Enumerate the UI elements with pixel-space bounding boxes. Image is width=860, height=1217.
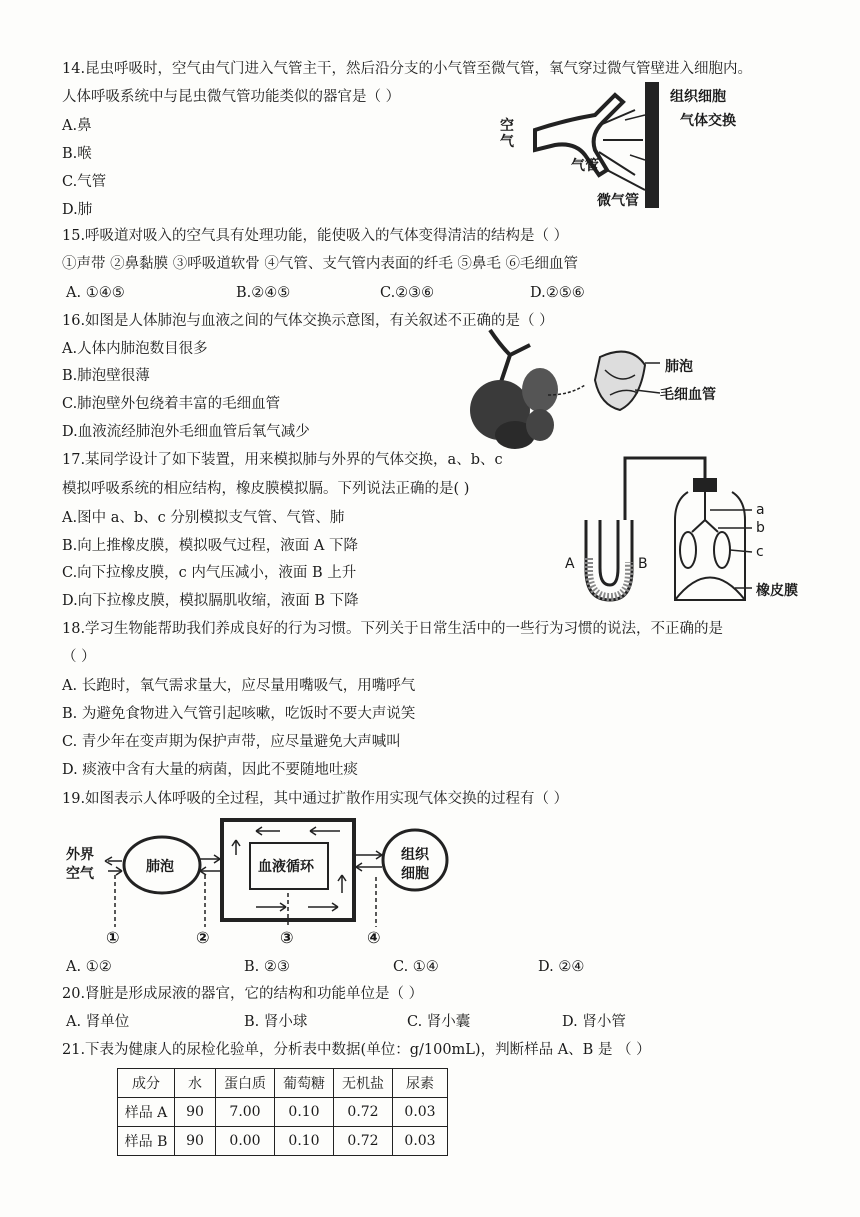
label-trachea: 气管 bbox=[571, 158, 599, 174]
q20-option-b: B. 肾小球 bbox=[244, 1014, 308, 1030]
urine-test-table bbox=[117, 1068, 448, 1156]
q19-option-d: D. ②④ bbox=[538, 959, 585, 975]
q15-items: ①声带 ②鼻黏膜 ③呼吸道软骨 ④气管、支气管内表面的纤毛 ⑤鼻毛 ⑥毛细血管 bbox=[62, 256, 579, 272]
q20-stem: 20.肾脏是形成尿液的器官，它的结构和功能单位是（ ） bbox=[62, 986, 424, 1002]
table-cell: 0.00 bbox=[216, 1127, 275, 1156]
q17-stem-1: 17.某同学设计了如下装置，用来模拟肺与外界的气体交换，a、b、c bbox=[62, 452, 503, 468]
q18-stem-2: （ ） bbox=[62, 649, 96, 665]
q15-option-a: A. ①④⑤ bbox=[66, 285, 125, 301]
insect-trachea-figure bbox=[495, 80, 675, 215]
label-tissue-cell-2: 细胞 bbox=[401, 866, 429, 882]
label-b: b bbox=[756, 520, 765, 536]
q18-stem-1: 18.学习生物能帮助我们养成良好的行为习惯。下列关于日常生活中的一些行为习惯的说法，不正确的是 bbox=[62, 621, 724, 637]
q20-option-d: D. 肾小管 bbox=[562, 1014, 626, 1030]
table-cell: 90 bbox=[175, 1098, 216, 1127]
q15-option-c: C.②③⑥ bbox=[380, 285, 435, 301]
q14-option-a: A.鼻 bbox=[62, 118, 92, 134]
table-cell: 0.03 bbox=[393, 1098, 448, 1127]
table-header: 蛋白质 bbox=[216, 1069, 275, 1098]
label-rubber-membrane: 橡皮膜 bbox=[756, 583, 798, 599]
q15-stem: 15.呼吸道对吸入的空气具有处理功能，能使吸入的气体变得清洁的结构是（ ） bbox=[62, 228, 569, 244]
table-cell: 0.72 bbox=[334, 1127, 393, 1156]
table-cell: 0.72 bbox=[334, 1098, 393, 1127]
q20-option-c: C. 肾小囊 bbox=[407, 1014, 471, 1030]
q17-option-c: C.向下拉橡皮膜，c 内气压减小，液面 B 上升 bbox=[62, 565, 357, 581]
q17-option-b: B.向上推橡皮膜，模拟吸气过程，液面 A 下降 bbox=[62, 538, 358, 554]
label-outside: 外界 bbox=[66, 847, 94, 863]
q14-stem-1: 14.昆虫呼吸时，空气由气门进入气管主干，然后沿分支的小气管至微气管，氧气穿过微气管壁进入细胞内。 bbox=[62, 61, 753, 77]
q21-stem: 21.下表为健康人的尿检化验单，分析表中数据(单位：g/100mL)，判断样品 A、B 是 （ ） bbox=[62, 1042, 651, 1058]
q15-option-d: D.②⑤⑥ bbox=[530, 285, 585, 301]
label-tissue-cell: 组织细胞 bbox=[670, 89, 726, 105]
table-header: 成分 bbox=[118, 1069, 175, 1098]
process-3: ③ bbox=[280, 928, 294, 947]
q19-option-a: A. ①② bbox=[66, 959, 112, 975]
q20-option-a: A. 肾单位 bbox=[66, 1014, 130, 1030]
q15-option-b: B.②④⑤ bbox=[236, 285, 291, 301]
respiration-process-diagram bbox=[60, 815, 470, 950]
q19-option-c: C. ①④ bbox=[393, 959, 439, 975]
q17-stem-2: 模拟呼吸系统的相应结构，橡皮膜模拟膈。下列说法正确的是( ) bbox=[62, 481, 470, 497]
label-alveolus: 肺泡 bbox=[665, 359, 693, 375]
label-micro-trachea: 微气管 bbox=[597, 193, 639, 209]
q14-option-b: B.喉 bbox=[62, 146, 92, 162]
label-a: a bbox=[756, 502, 765, 518]
process-4: ④ bbox=[367, 928, 381, 947]
table-cell: 0.03 bbox=[393, 1127, 448, 1156]
q16-option-b: B.肺泡壁很薄 bbox=[62, 368, 150, 384]
q19-stem: 19.如图表示人体呼吸的全过程，其中通过扩散作用实现气体交换的过程有（ ） bbox=[62, 791, 569, 807]
label-B: B bbox=[638, 556, 648, 572]
table-row bbox=[118, 1098, 448, 1127]
q14-option-d: D.肺 bbox=[62, 202, 93, 218]
table-header: 尿素 bbox=[393, 1069, 448, 1098]
table-cell: 0.10 bbox=[275, 1127, 334, 1156]
q18-option-d: D. 痰液中含有大量的病菌，因此不要随地吐痰 bbox=[62, 762, 358, 778]
label-air: 空气 bbox=[500, 118, 514, 150]
table-cell: 样品 B bbox=[118, 1127, 175, 1156]
label-tissue: 组织 bbox=[401, 847, 429, 863]
q16-option-d: D.血液流经肺泡外毛细血管后氧气减少 bbox=[62, 424, 310, 440]
label-outside-air: 空气 bbox=[66, 866, 94, 882]
table-header: 水 bbox=[175, 1069, 216, 1098]
q14-option-c: C.气管 bbox=[62, 174, 107, 190]
label-A: A bbox=[565, 556, 575, 572]
label-capillary: 毛细血管 bbox=[660, 387, 716, 403]
table-header: 无机盐 bbox=[334, 1069, 393, 1098]
label-blood-circulation: 血液循环 bbox=[258, 859, 314, 875]
q14-stem-2: 人体呼吸系统中与昆虫微气管功能类似的器官是（ ） bbox=[62, 89, 401, 105]
process-2: ② bbox=[196, 928, 210, 947]
q18-option-b: B. 为避免食物进入气管引起咳嗽，吃饭时不要大声说笑 bbox=[62, 706, 416, 722]
table-cell: 0.10 bbox=[275, 1098, 334, 1127]
table-cell: 样品 A bbox=[118, 1098, 175, 1127]
label-lung-alveolus: 肺泡 bbox=[146, 859, 174, 875]
alveolus-figure bbox=[460, 325, 680, 450]
table-header: 葡萄糖 bbox=[275, 1069, 334, 1098]
q16-stem: 16.如图是人体肺泡与血液之间的气体交换示意图，有关叙述不正确的是（ ） bbox=[62, 313, 554, 329]
q16-option-c: C.肺泡壁外包绕着丰富的毛细血管 bbox=[62, 396, 281, 412]
q18-option-c: C. 青少年在变声期为保护声带，应尽量避免大声喊叫 bbox=[62, 734, 401, 750]
q18-option-a: A. 长跑时，氧气需求量大，应尽量用嘴吸气，用嘴呼气 bbox=[62, 678, 416, 694]
label-gas-exchange: 气体交换 bbox=[680, 113, 736, 129]
label-c: c bbox=[756, 544, 764, 560]
q19-option-b: B. ②③ bbox=[244, 959, 290, 975]
q16-option-a: A.人体内肺泡数目很多 bbox=[62, 341, 208, 357]
table-cell: 7.00 bbox=[216, 1098, 275, 1127]
table-cell: 90 bbox=[175, 1127, 216, 1156]
q17-option-a: A.图中 a、b、c 分别模拟支气管、气管、肺 bbox=[62, 510, 345, 526]
q17-option-d: D.向下拉橡皮膜，模拟膈肌收缩，液面 B 下降 bbox=[62, 593, 359, 609]
process-1: ① bbox=[106, 928, 120, 947]
table-row bbox=[118, 1127, 448, 1156]
table-header-row bbox=[118, 1069, 448, 1098]
